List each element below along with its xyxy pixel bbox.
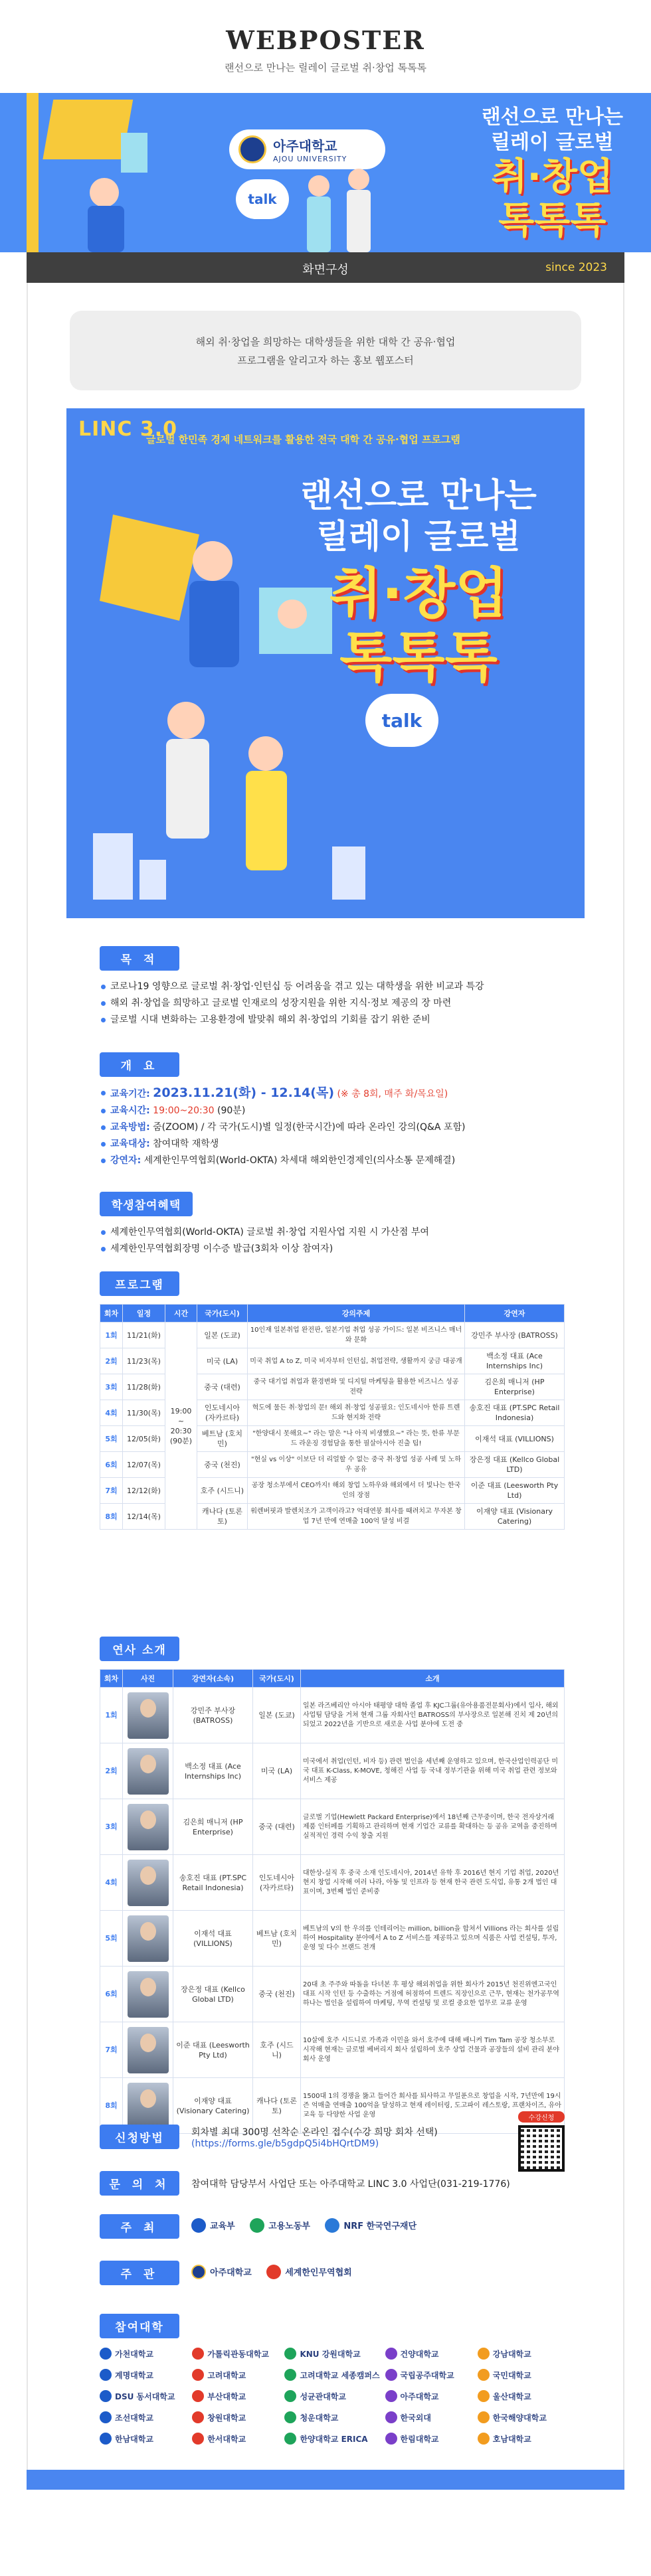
- purpose-section: [100, 946, 565, 1028]
- participants-grid: [100, 2348, 565, 2445]
- program-table: 회차 일정 시간 국가(도시) 강의주제 강연자 1회 11/21(화) 19:00 ~ 20:30 (90분) 일본 (도쿄) 10인재 일본취업 완전판, 일본기업 취업 성공 가이드: 일본 비즈니스 매너와 문화 강민주 부사장 (BATROSS) 2회 11/23(목) 미국 (LA) 미국 취업 A to Z, 미국 비자부터 인턴십, 취업전략, 생활까지 궁금 대공개 백소정 대표 (Ace Internships Inc) 3회 11/28(화) 중국 (대련) 중국 대기업 취업과 환경변화 및 디지털 마케팅을 활용한 비즈니스 성공 전략 김은희 매니저 (HP Enterprise) 4회 11/30(목) 인도네시아 (자카르타) 혁도에 물든 취·창업의 문! 해외 취·창업 성공필요: 인도네시아 한류 트렌드와 현지화 전략 송호진 대표 (PT.SPC Retail Indonesia) 5회 12/05(화) 베트남 (호치민) "한양대시 못해요~" 라는 말은 "나 아직 비생했요~" 라는 뜻, 한류 부문드 라운징 경험담을 통한 필살아시아 진출 팁! 이재석 대표 (VILLIONS) 6회 12/07(목) 중국 (천진) "현실 vs 이상" 이보단 더 리얼할 수 없는 중국 취·창업 성공 사례 및 노하우 공유 장은정 대표 (Kellco Global LTD) 7회 12/12(화) 호주 (시드니) 공장 청소부에서 CEO까지! 해외 창업 노하우와 해외에서 더 빛나는 한국인의 장점 이준 대표 (Leesworth Pty Ltd) 8회 12/14(목) 캐나다 (토론토) 워렌버핏과 발렌치조가 고객이라고? 억대연봉 회사를 때려치고 무자본 창업 7년 만에 연매출 100억 달성 비결 이재양 대표 (Visionary Catering): [100, 1304, 565, 1530]
- university-name: 한국외대: [400, 2413, 431, 2423]
- table-cell: 중국 (천진): [197, 1452, 248, 1478]
- univ-name-en: AJOU UNIVERSITY: [273, 155, 347, 163]
- table-cell: 강민주 부사장 (BATROSS): [465, 1323, 565, 1348]
- list-item: 교육기간: 2023.11.21(화) - 12.14(목) (※ 총 8회, 매주 화/목요일): [100, 1085, 565, 1103]
- purpose-list: [100, 979, 565, 1028]
- footer-bar: [27, 2470, 624, 2490]
- program-label: 프로그램: [100, 1271, 179, 1296]
- table-cell: 호주 (시드니): [253, 2022, 301, 2078]
- table-cell: 워렌버핏과 발렌치조가 고객이라고? 억대연봉 회사를 때려치고 무자본 창업 7년 만에 연매출 100억 달성 비결: [248, 1504, 465, 1530]
- university-logo: [100, 2411, 187, 2423]
- organizer-row: [100, 2261, 565, 2285]
- table-cell: 베트남의 V의 한 우의를 인테리어는 million, billion을 합쳐서 Villions 라는 회사를 설립하여 Hospitality 분야에서 A to Z 서비스를 제공하고 있으며 식품은 사업 컨설팅, 투자, 운영 및 다수 브랜드 전개: [301, 1911, 565, 1967]
- university-name: 조선대학교: [115, 2413, 153, 2423]
- hero-title: 랜선으로 만나는 릴레이 글로벌 취·창업 톡톡톡: [481, 106, 623, 242]
- university-emblem-icon: [100, 2369, 112, 2381]
- list-item: 세계한인무역협회(World-OKTA) 글로벌 취·창업 지원사업 지원 시 가산점 부여: [100, 1224, 565, 1241]
- table-cell: 캐나다 (토론토): [253, 2078, 301, 2134]
- hero-left-illustration: [41, 93, 161, 252]
- host-row: [100, 2214, 565, 2239]
- university-name: 울산대학교: [492, 2391, 531, 2401]
- moel-logo: 고용노동부: [250, 2218, 310, 2233]
- speakers-table: 회차 사진 강연자(소속) 국가(도시) 소개 1회 강민주 부사장 (BATROSS) 일본 (도쿄) 일본 라즈베리안 아시아 태평양 대학 졸업 후 KJC그룹(유아용품전문회사)에서 입사, 해외사업팀 담당을 거쳐 현재 그룹 자회사인 BATROSS의 부사장으로 일본해 진치 제 20년의 되었고 2022년을 기반으로 새로운 사업 분야에 도전 중 2회 백소정 대표 (Ace Internships Inc) 미국 (LA) 미국에서 취업(인턴, 비자 등) 관련 법인을 세년째 운영하고 있으며, 한국산업인력공단 미국 대표 K-Class, K-MOVE, 청해진 사업 등 국내 정부기관을 위해 미국 취업 관련 정보와 서비스 제공 3회 김은희 매니저 (HP Enterprise) 중국 (대련) 글로벌 기업(Hewlett Packard Enterprise)에서 18년째 근무중이며, 한국 전자상거래 제품 인터페를 기획하고 관리하며 현재 기업간 교류를 확대하는 등 공유 교역을 중진하며 실적적인 경력 수익 창출 지원 4회 송호진 대표 (PT.SPC Retail Indonesia) 인도네시아 (자카르타) 대한상-실직 후 중국 소재 인도네시아, 2014년 유학 후 2016년 현지 기업 취업, 2020년 현지 창업 시작해 여러 나라, 아동 및 인프라 등 현재 한국 관련 도식업, 유통 2개 법인 대표이며, 3번째 법인 준비중 5회 이재석 대표 (VILLIONS) 베트남 (호치민) 베트남의 V의 한 우의를 인테리어는 million, billion을 합쳐서 Villions 라는 회사를 설립하여 Hospitality 분야에서 A to Z 서비스를 제공하고 있으며 식품은 사업 컨설팅, 투자, 운영 및 다수 브랜드 전개 6회 장은정 대표 (Kellco Global LTD) 중국 (천진) 20대 초 주주와 따돌을 다녀본 후 평상 해외취업을 위한 회사가 2015년 천진위엔고국인 대표 시작 인턴 등 수출하는 거점에 허점하여 트렌드 직장인으로 근무, 현재는 천가공무역 하나는 법인을 설립하여 마케팅, 무역 컨설팅 및 로컬 중요한 업무로 교류 운영 7회 이준 대표 (Leesworth Pty Ltd) 호주 (시드니) 10살에 호주 시드니로 가족과 이민을 와서 호주에 대해 배니켜 Tim Tam 공장 청소부로 시작해 현재는 글로벌 베버리지 회사 설립하여 호주 상업 건물과 공장들의 설비 관리 분야 회사 운영 8회 이재양 대표 (Visionary Catering) 캐나다 (토론토) 1500대 1의 경쟁을 뚫고 들어간 회사를 퇴사하고 무일푼으로 창업을 시작, 7년만에 19시즌 억매출 연매출 100억을 달성하고 현재 레이터링, 도고파이 레스토랑, 프랜차이즈, 유아교육 등 다양한 사업 운영: [100, 1669, 565, 2134]
- contact-row: [100, 2171, 565, 2196]
- university-logo: [192, 2369, 279, 2381]
- university-name: 한남대학교: [115, 2434, 153, 2444]
- table-cell: 11/30(목): [123, 1400, 165, 1426]
- table-cell: 11/21(화): [123, 1323, 165, 1348]
- university-logo: [192, 2433, 279, 2445]
- university-emblem-icon: [284, 2411, 296, 2423]
- table-cell: 일본 (도쿄): [253, 1688, 301, 1743]
- university-emblem-icon: [478, 2369, 490, 2381]
- university-name: 고려대학교 세종캠퍼스: [300, 2370, 380, 2380]
- table-cell: 8회: [100, 2078, 123, 2134]
- table-cell: 이재양 대표 (Visionary Catering): [465, 1504, 565, 1530]
- speaker-photo: [128, 1748, 169, 1795]
- program-section: [100, 1271, 565, 1530]
- table-cell: 글로벌 기업(Hewlett Packard Enterprise)에서 18년째 근무중이며, 한국 전자상거래 제품 인터페를 기획하고 관리하며 현재 기업간 교류를 확대하는 등 공유 교역을 중진하며 실적적인 경력 수익 창출 지원: [301, 1799, 565, 1855]
- list-item: 교육시간: 19:00~20:30 (90분): [100, 1103, 565, 1119]
- table-cell: 송호진 대표 (PT.SPC Retail Indonesia): [465, 1400, 565, 1426]
- university-emblem-icon: [192, 2390, 204, 2402]
- hero-yellow-stripe: [27, 93, 39, 252]
- table-cell: 이준 대표 (Leesworth Pty Ltd): [173, 2022, 253, 2078]
- table-cell: 캐나다 (토론토): [197, 1504, 248, 1530]
- university-emblem-icon: [385, 2348, 397, 2360]
- table-cell: "한양대시 못해요~" 라는 말은 "나 아직 비생했요~" 라는 뜻, 한류 부문드 라운징 경험담을 통한 필살아시아 진출 팁!: [248, 1426, 465, 1452]
- table-cell: "현실 vs 이상" 이보단 더 리얼할 수 없는 중국 취·창업 성공 사례 및 노하우 공유: [248, 1452, 465, 1478]
- table-cell: 12/05(화): [123, 1426, 165, 1452]
- table-cell: 1회: [100, 1323, 123, 1348]
- univ-name-ko: 아주대학교: [273, 138, 337, 154]
- university-emblem-icon: [284, 2433, 296, 2445]
- ajou-logo-small: 아주대학교: [191, 2265, 252, 2279]
- okta-logo: 세계한인무역협회: [266, 2265, 351, 2279]
- nrf-icon: [325, 2218, 339, 2233]
- university-logo: [478, 2369, 565, 2381]
- university-name: DSU 동서대학교: [115, 2391, 175, 2401]
- table-cell: 20대 초 주주와 따돌을 다녀본 후 평상 해외취업을 위한 회사가 2015년 천진위엔고국인 대표 시작 인턴 등 수출하는 거점에 허점하여 트렌드 직장인으로 근무, 현재는 천가공무역 하나는 법인을 설립하여 마케팅, 무역 컨설팅 및 로컬 중요한 업무로 교류 운영: [301, 1967, 565, 2022]
- list-item: 글로벌 시대 변화하는 고용환경에 발맞춰 해외 취·창업의 기회를 잡기 위한 준비: [100, 1012, 565, 1028]
- university-logo: [100, 2433, 187, 2445]
- apply-row: [100, 2115, 565, 2149]
- university-emblem-icon: [478, 2390, 490, 2402]
- university-emblem-icon: [478, 2348, 490, 2360]
- table-cell: 베트남 (호치민): [253, 1911, 301, 1967]
- page-subtitle: 랜선으로 만나는 릴레이 글로벌 취·창업 톡톡톡: [225, 62, 426, 74]
- apply-label: 신청방법: [100, 2125, 179, 2149]
- table-cell: 이재석 대표 (VILLIONS): [173, 1911, 253, 1967]
- time-cell: 19:00 ~ 20:30 (90분): [165, 1323, 197, 1530]
- university-name: 호남대학교: [492, 2434, 531, 2444]
- table-cell: 일본 라즈베리안 아시아 태평양 대학 졸업 후 KJC그룹(유아용품전문회사)에서 입사, 해외사업팀 담당을 거쳐 현재 그룹 자회사인 BATROSS의 부사장으로 일본해 진치 제 20년의 되었고 2022년을 기반으로 새로운 사업 분야에 도전 중: [301, 1688, 565, 1743]
- table-cell: 호주 (시드니): [197, 1478, 248, 1504]
- table-cell: 7회: [100, 1478, 123, 1504]
- table-cell: 4회: [100, 1855, 123, 1911]
- university-logo: [478, 2348, 565, 2360]
- speaker-photo: [128, 1915, 169, 1962]
- table-cell: 7회: [100, 2022, 123, 2078]
- university-name: 고려대학교: [207, 2370, 246, 2380]
- table-cell: [123, 2022, 173, 2078]
- university-emblem-icon: [284, 2390, 296, 2402]
- moel-icon: [250, 2218, 264, 2233]
- table-cell: [123, 1855, 173, 1911]
- table-cell: 12/14(목): [123, 1504, 165, 1530]
- table-cell: [123, 1799, 173, 1855]
- table-cell: 중국 (대련): [253, 1799, 301, 1855]
- table-cell: 6회: [100, 1452, 123, 1478]
- speakers-section: [100, 1637, 565, 2134]
- table-cell: 5회: [100, 1911, 123, 1967]
- table-cell: 김은희 매니저 (HP Enterprise): [173, 1799, 253, 1855]
- hero-people-illustration: [292, 153, 385, 252]
- organizer-label: 주 관: [100, 2261, 179, 2285]
- university-emblem-icon: [192, 2411, 204, 2423]
- purpose-label: 목 적: [100, 946, 179, 971]
- speakers-label: 연사 소개: [100, 1637, 179, 1661]
- apply-text: 회차별 최대 300명 선착순 온라인 접수(수강 희망 회차 선택): [191, 2127, 438, 2138]
- university-logo: [385, 2390, 472, 2402]
- poster-banner: 글로벌 한민족 경제 네트워크를 활용한 전국 대학 간 공유·협업 프로그램: [146, 434, 460, 445]
- university-logo: [385, 2411, 472, 2423]
- table-cell: 혁도에 물든 취·창업의 문! 해외 취·창업 성공필요: 인도네시아 한류 트렌드와 현지화 전략: [248, 1400, 465, 1426]
- table-cell: 미국 (LA): [253, 1743, 301, 1799]
- university-logo: [284, 2433, 379, 2445]
- table-cell: 대한상-실직 후 중국 소재 인도네시아, 2014년 유학 후 2016년 현지 기업 취업, 2020년 현지 창업 시작해 여러 나라, 아동 및 인프라 등 현재 한국 관련 도식업, 유통 2개 법인 대표이며, 3번째 법인 준비중: [301, 1855, 565, 1911]
- speaker-photo: [128, 1860, 169, 1906]
- university-emblem-icon: [100, 2348, 112, 2360]
- university-emblem-icon: [478, 2411, 490, 2423]
- university-name: 한서대학교: [207, 2434, 246, 2444]
- university-emblem-icon: [192, 2433, 204, 2445]
- university-logo: [284, 2390, 379, 2402]
- table-row: [100, 1743, 565, 1799]
- speaker-photo: [128, 1804, 169, 1850]
- list-item: 강연자: 세계한인무역협회(World-OKTA) 차세대 해외한인경제인(의사소통 문제해결): [100, 1153, 565, 1169]
- description-box: 해외 취·창업을 희망하는 대학생들을 위한 대학 간 공유·협업 프로그램을 알리고자 하는 홍보 웹포스터: [70, 311, 581, 390]
- table-cell: 중국 대기업 취업과 환경변화 및 디지털 마케팅을 활용한 비즈니스 성공 전략: [248, 1374, 465, 1400]
- university-emblem-icon: [100, 2411, 112, 2423]
- list-item: 세계한인무역협회장명 이수증 발급(3회차 이상 참여자): [100, 1241, 565, 1257]
- list-item: 코로나19 영향으로 글로벌 취·창업·인턴십 등 어려움을 겪고 있는 대학생을 위한 비교과 특강: [100, 979, 565, 995]
- university-emblem-icon: [478, 2433, 490, 2445]
- table-cell: 중국 (대련): [197, 1374, 248, 1400]
- table-cell: 3회: [100, 1799, 123, 1855]
- table-cell: 이재석 대표 (VILLIONS): [465, 1426, 565, 1452]
- qr-code[interactable]: [518, 2111, 565, 2172]
- benefits-list: [100, 1224, 565, 1257]
- table-cell: 1500대 1의 경쟁을 뚫고 들어간 회사를 퇴사하고 무일푼으로 창업을 시작, 7년만에 19시즌 억매출 연매출 100억을 달성하고 현재 레이터링, 도고파이 레스토랑, 프랜차이즈, 유아교육 등 다양한 사업 운영: [301, 2078, 565, 2134]
- table-cell: 백소정 대표 (Ace Internships Inc): [465, 1348, 565, 1374]
- university-name: 국립공주대학교: [400, 2370, 454, 2380]
- university-name: 계명대학교: [115, 2370, 153, 2380]
- table-cell: 11/28(화): [123, 1374, 165, 1400]
- qr-code-icon: [518, 2125, 565, 2172]
- poster-talk-bubble: talk: [365, 694, 438, 747]
- table-cell: 일본 (도쿄): [197, 1323, 248, 1348]
- nrf-logo: NRF 한국연구재단: [325, 2218, 417, 2233]
- university-name: 아주대학교: [400, 2391, 439, 2401]
- university-logo: [192, 2390, 279, 2402]
- university-emblem-icon: [192, 2348, 204, 2360]
- table-cell: 10살에 호주 시드니로 가족과 이민을 와서 호주에 대해 배니켜 Tim Tam 공장 청소부로 시작해 현재는 글로벌 베버리지 회사 설립하여 호주 상업 건물과 공장들의 설비 관리 분야 회사 운영: [301, 2022, 565, 2078]
- overview-list: [100, 1085, 565, 1169]
- since-label: since 2023: [545, 261, 607, 274]
- university-emblem-icon: [284, 2348, 296, 2360]
- table-cell: [123, 1967, 173, 2022]
- table-cell: 김은희 매니저 (HP Enterprise): [465, 1374, 565, 1400]
- university-emblem-icon: [385, 2411, 397, 2423]
- university-name: 창원대학교: [207, 2413, 246, 2423]
- university-name: 한림대학교: [400, 2434, 439, 2444]
- table-row: [100, 1911, 565, 1967]
- table-cell: [123, 1688, 173, 1743]
- table-cell: 중국 (천진): [253, 1967, 301, 2022]
- ajou-seal-icon: [191, 2265, 206, 2279]
- okta-icon: [266, 2265, 281, 2279]
- speaker-photo: [128, 1971, 169, 2018]
- university-name: 청운대학교: [300, 2413, 339, 2423]
- table-cell: 11/23(목): [123, 1348, 165, 1374]
- benefits-section: [100, 1192, 565, 1257]
- moe-icon: [191, 2218, 206, 2233]
- moe-logo: 교육부: [191, 2218, 235, 2233]
- university-emblem-icon: [100, 2433, 112, 2445]
- table-cell: 6회: [100, 1967, 123, 2022]
- poster-title-small: 랜선으로 만나는 릴레이 글로벌: [300, 476, 537, 556]
- university-name: 가천대학교: [115, 2349, 153, 2359]
- page-title: WEBPOSTER: [226, 25, 425, 55]
- table-cell: 미국 취업 A to Z, 미국 비자부터 인턴십, 취업전략, 생활까지 궁금 대공개: [248, 1348, 465, 1374]
- university-emblem-icon: [385, 2433, 397, 2445]
- university-logo: [385, 2433, 472, 2445]
- university-name: 한양대학교 ERICA: [300, 2434, 368, 2444]
- table-cell: 4회: [100, 1400, 123, 1426]
- table-cell: 장은정 대표 (Kellco Global LTD): [465, 1452, 565, 1478]
- table-cell: 송호진 대표 (PT.SPC Retail Indonesia): [173, 1855, 253, 1911]
- qr-caption: 수강신청: [518, 2111, 565, 2123]
- university-emblem-icon: [192, 2369, 204, 2381]
- university-name: 국민대학교: [492, 2370, 531, 2380]
- university-logo: [284, 2411, 379, 2423]
- overview-label: 개 요: [100, 1052, 179, 1077]
- table-cell: 12/12(화): [123, 1478, 165, 1504]
- speaker-photo: [128, 1692, 169, 1739]
- screen-bar: [27, 252, 624, 283]
- benefits-label: 학생참여혜택: [100, 1192, 193, 1216]
- table-cell: 10인재 일본취업 완전판, 일본기업 취업 성공 가이드: 일본 비즈니스 매너와 문화: [248, 1323, 465, 1348]
- university-logo: [385, 2348, 472, 2360]
- talk-bubble: talk: [236, 179, 289, 219]
- table-cell: 강민주 부사장 (BATROSS): [173, 1688, 253, 1743]
- table-row: [100, 2022, 565, 2078]
- contact-label: 문 의 처: [100, 2171, 179, 2196]
- participants-label: 참여대학: [100, 2314, 179, 2338]
- table-cell: 8회: [100, 1504, 123, 1530]
- university-logo: [100, 2369, 187, 2381]
- table-row: [100, 1855, 565, 1911]
- table-cell: 이준 대표 (Leesworth Pty Ltd): [465, 1478, 565, 1504]
- table-row: [100, 1688, 565, 1743]
- speaker-photo: [128, 2083, 169, 2129]
- university-logo: [192, 2411, 279, 2423]
- hero-banner: [0, 93, 651, 252]
- table-cell: 12/07(목): [123, 1452, 165, 1478]
- table-row: [100, 1323, 565, 1348]
- table-cell: [123, 1743, 173, 1799]
- contact-text: 참여대학 담당부서 사업단 또는 아주대학교 LINC 3.0 사업단(031-219-1776): [191, 2178, 510, 2190]
- university-name: 한국해양대학교: [492, 2413, 547, 2423]
- university-logo: [478, 2390, 565, 2402]
- table-cell: 3회: [100, 1374, 123, 1400]
- table-cell: 인도네시아 (자카르타): [253, 1855, 301, 1911]
- list-item: 해외 취·창업을 희망하고 글로벌 인재로의 성장지원을 위한 지식·정보 제공의 장 마련: [100, 995, 565, 1012]
- university-logo: [478, 2411, 565, 2423]
- table-cell: 베트남 (호치민): [197, 1426, 248, 1452]
- table-cell: 공장 청소부에서 CEO까지! 해외 창업 노하우와 해외에서 더 빛나는 한국인의 장점: [248, 1478, 465, 1504]
- university-emblem-icon: [284, 2369, 296, 2381]
- university-name: 가톨릭관동대학교: [207, 2349, 269, 2359]
- university-name: 강남대학교: [492, 2349, 531, 2359]
- table-cell: 인도네시아 (자카르타): [197, 1400, 248, 1426]
- university-emblem-icon: [385, 2369, 397, 2381]
- university-name: 건양대학교: [400, 2349, 439, 2359]
- speaker-photo: [128, 2027, 169, 2073]
- university-name: 부산대학교: [207, 2391, 246, 2401]
- apply-link[interactable]: (https://forms.gle/b5gdpQ5i4bHQrtDM9): [191, 2138, 379, 2149]
- university-emblem-icon: [385, 2390, 397, 2402]
- table-cell: 이재양 대표 (Visionary Catering): [173, 2078, 253, 2134]
- linc-logo: LINC 3.0: [78, 418, 177, 441]
- poster-title-large: 취·창업 톡톡톡: [329, 562, 508, 689]
- table-cell: 2회: [100, 1743, 123, 1799]
- university-logo: [192, 2348, 279, 2360]
- table-row: [100, 1967, 565, 2022]
- table-cell: 1회: [100, 1688, 123, 1743]
- table-cell: 5회: [100, 1426, 123, 1452]
- university-emblem-icon: [100, 2390, 112, 2402]
- table-row: [100, 1799, 565, 1855]
- university-logo: [385, 2369, 472, 2381]
- university-logo: [284, 2369, 379, 2381]
- ajou-seal-icon: [238, 135, 266, 163]
- table-cell: 장은정 대표 (Kellco Global LTD): [173, 1967, 253, 2022]
- university-logo: [284, 2348, 379, 2360]
- poster-illustration: [66, 408, 585, 918]
- table-cell: 백소정 대표 (Ace Internships Inc): [173, 1743, 253, 1799]
- page-header: [0, 0, 651, 74]
- table-cell: 2회: [100, 1348, 123, 1374]
- overview-section: [100, 1052, 565, 1169]
- university-logo: [100, 2348, 187, 2360]
- screen-bar-title: 화면구성: [302, 263, 349, 277]
- table-cell: 미국에서 취업(인턴, 비자 등) 관련 법인을 세년째 운영하고 있으며, 한국산업인력공단 미국 대표 K-Class, K-MOVE, 청해진 사업 등 국내 정부기관을 위해 미국 취업 관련 정보와 서비스 제공: [301, 1743, 565, 1799]
- university-logo: [100, 2390, 187, 2402]
- table-cell: [123, 1911, 173, 1967]
- university-logo: [478, 2433, 565, 2445]
- university-name: KNU 강원대학교: [300, 2349, 361, 2359]
- university-name: 성균관대학교: [300, 2391, 346, 2401]
- participants-section: [100, 2314, 565, 2445]
- list-item: 교육대상: 참여대학 재학생: [100, 1136, 565, 1153]
- host-label: 주 최: [100, 2214, 179, 2239]
- table-cell: 미국 (LA): [197, 1348, 248, 1374]
- list-item: 교육방법: 줌(ZOOM) / 각 국가(도시)별 일정(한국시간)에 따라 온라인 강의(Q&A 포함): [100, 1119, 565, 1136]
